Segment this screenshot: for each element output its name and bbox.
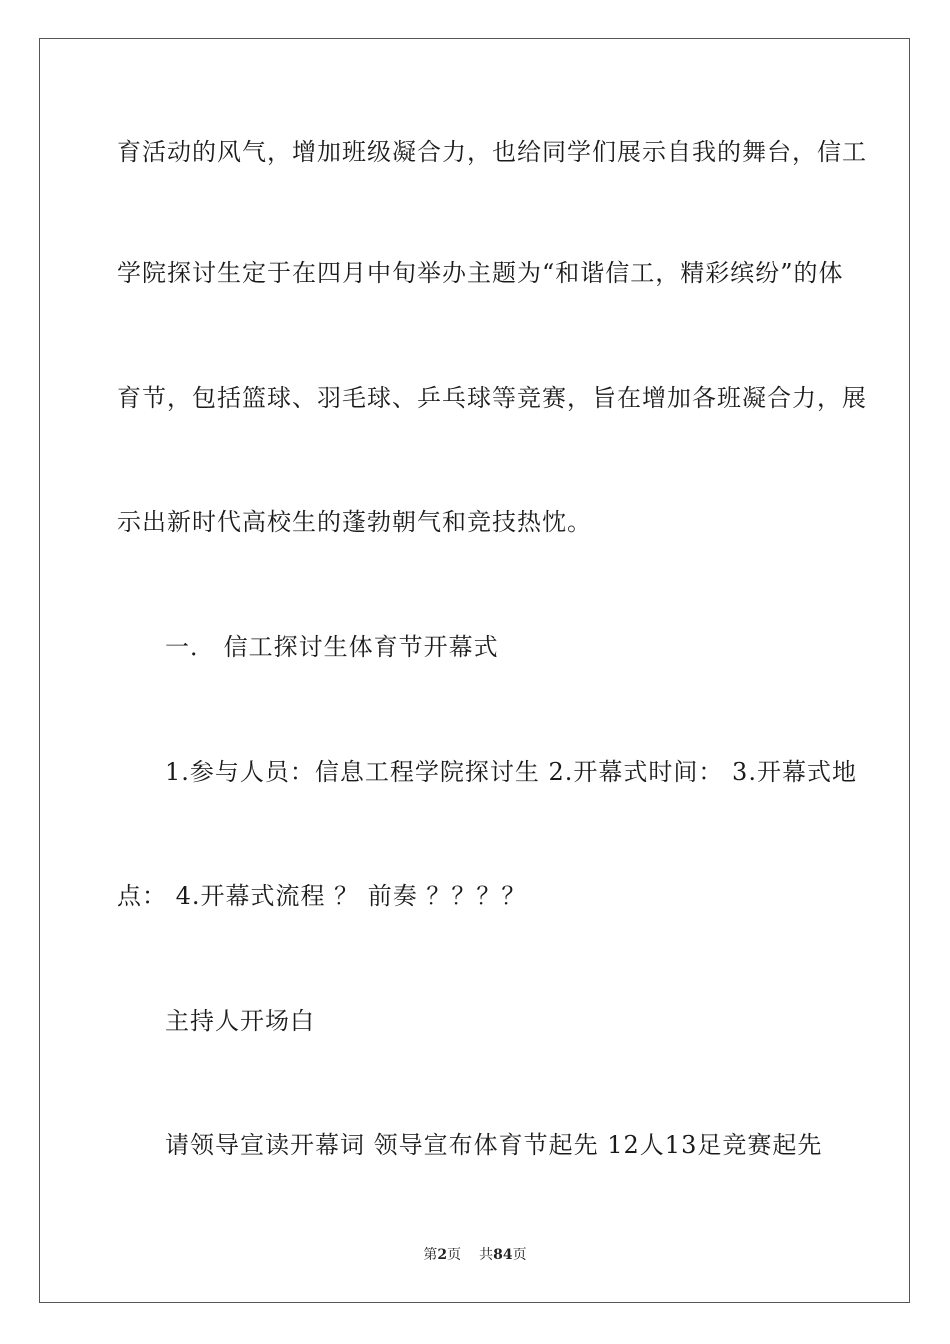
body-text-line: 育活动的风气，增加班级凝合力，也给同学们展示自我的舞台，信工: [117, 138, 867, 166]
total-prefix: 共: [479, 1247, 494, 1263]
page-border: [39, 38, 910, 1303]
body-text-line: 学院探讨生定于在四月中旬举办主题为“和谐信工，精彩缤纷”的体: [117, 259, 844, 287]
section-heading: 一． 信工探讨生体育节开幕式: [165, 633, 499, 661]
body-text-line: 点： 4.开幕式流程 ？ 前奏 ？？？？: [117, 882, 527, 910]
page-prefix: 第: [423, 1247, 438, 1263]
body-text-line: 主持人开场白: [165, 1007, 315, 1035]
body-text-line: 请领导宣读开幕词 领导宣布体育节起先 12人13足竞赛起先: [165, 1131, 823, 1159]
body-text-line: 1.参与人员：信息工程学院探讨生 2.开幕式时间： 3.开幕式地: [165, 758, 857, 786]
page-footer: [0, 1246, 950, 1264]
body-text-line: 示出新时代高校生的蓬勃朝气和竞技热忱。: [117, 508, 592, 536]
total-pages: 84: [493, 1247, 513, 1263]
page-suffix: 页: [447, 1247, 462, 1263]
page-number: 2: [437, 1247, 448, 1263]
total-suffix: 页: [512, 1247, 527, 1263]
body-text-line: 育节，包括篮球、羽毛球、乒乓球等竞赛，旨在增加各班凝合力，展: [117, 384, 867, 412]
